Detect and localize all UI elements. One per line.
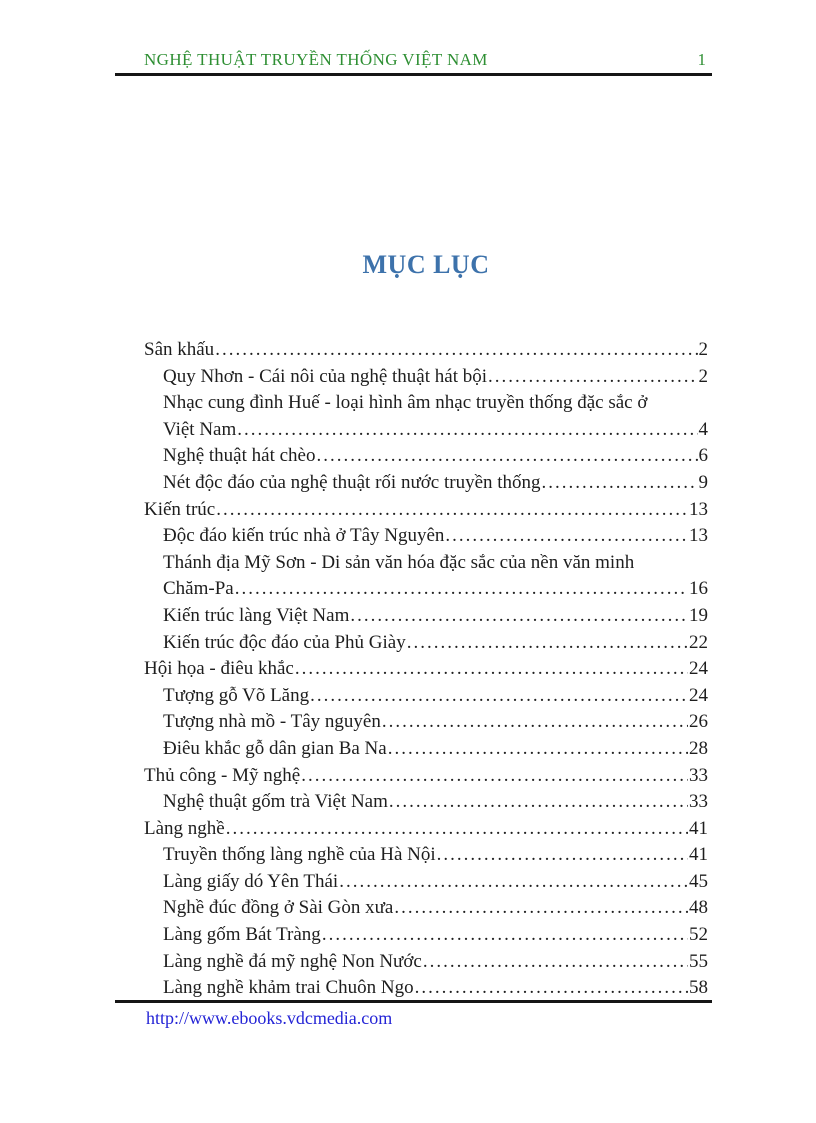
header-title: NGHỆ THUẬT TRUYỀN THỐNG VIỆT NAM xyxy=(144,50,488,69)
toc-entry-line xyxy=(144,337,708,364)
toc-entry-text: Tượng nhà mồ - Tây nguyên xyxy=(163,711,381,733)
toc-entry-text: Kiến trúc xyxy=(144,498,216,520)
toc-dot-leader xyxy=(445,523,688,550)
toc-dot-leader xyxy=(237,417,697,444)
toc-entry-line xyxy=(163,576,708,603)
toc-dot-leader xyxy=(542,470,698,497)
toc-entry-line xyxy=(163,630,708,657)
toc-entry-text: Làng gốm Bát Tràng xyxy=(163,924,321,946)
toc-entry-line xyxy=(163,949,708,976)
toc-entry xyxy=(144,709,708,736)
toc-page-number: 16 xyxy=(689,578,708,600)
toc-entry xyxy=(144,550,708,603)
toc-page-number: 24 xyxy=(689,658,708,680)
toc-page-number: 2 xyxy=(698,339,708,360)
toc-entry-text: Làng giấy dó Yên Thái xyxy=(163,870,339,892)
toc-entry-line xyxy=(163,523,708,550)
toc-page-number: 41 xyxy=(689,817,708,839)
toc-entry-line xyxy=(163,922,708,949)
toc-dot-leader xyxy=(301,763,688,790)
toc-entry-line xyxy=(163,869,708,896)
toc-page-number: 41 xyxy=(689,844,708,866)
toc-entry-line xyxy=(163,417,708,444)
toc-entry-text: Nghề đúc đồng ở Sài Gòn xưa xyxy=(163,897,394,919)
toc-dot-leader xyxy=(407,630,688,657)
toc-entry xyxy=(144,949,708,976)
toc-entry-text: Chăm-Pa xyxy=(163,578,234,600)
toc-entry xyxy=(144,337,708,364)
toc-page-number: 4 xyxy=(698,418,708,440)
toc-entry-line xyxy=(144,656,708,683)
toc-entry xyxy=(144,683,708,710)
toc-entry-text: Việt Nam xyxy=(163,418,237,440)
toc-entry-line xyxy=(163,736,708,763)
toc-dot-leader xyxy=(488,364,697,391)
toc-dot-leader xyxy=(350,603,688,630)
toc-entry xyxy=(144,390,708,443)
toc-entry-line xyxy=(163,603,708,630)
toc-entry-line xyxy=(163,895,708,922)
toc-dot-leader xyxy=(310,683,688,710)
toc-dot-leader xyxy=(388,736,688,763)
toc-entry-line xyxy=(163,443,708,470)
toc-dot-leader xyxy=(226,816,688,843)
toc-page-number: 13 xyxy=(689,525,708,547)
toc-page-number: 33 xyxy=(689,791,708,813)
toc-dot-leader xyxy=(423,949,688,976)
toc-entry-text: Tượng gỗ Võ Lăng xyxy=(163,684,310,706)
toc-entry-line xyxy=(163,470,708,497)
toc-entry-text: Quy Nhơn - Cái nôi của nghệ thuật hát bội xyxy=(163,365,488,387)
toc-page-number: 19 xyxy=(689,604,708,626)
toc-page-number: 52 xyxy=(689,924,708,946)
toc-entry xyxy=(144,443,708,470)
footer-rule xyxy=(115,1000,712,1003)
toc-dot-leader xyxy=(295,656,688,683)
header-rule xyxy=(115,73,712,76)
toc-page-number: 45 xyxy=(689,870,708,892)
toc-entry-text: Nghệ thuật hát chèo xyxy=(163,445,316,467)
toc-entry-text: Làng nghề xyxy=(144,817,225,839)
toc-entry-text: Thủ công - Mỹ nghệ xyxy=(144,764,301,786)
toc-entry-line xyxy=(144,497,708,524)
toc-page-number: 48 xyxy=(689,897,708,919)
toc-page-number: 58 xyxy=(689,977,708,999)
toc-entry-text-line1: Nhạc cung đình Huế - loại hình âm nhạc truyền thống đặc sắc ở xyxy=(163,392,648,414)
toc-entry xyxy=(144,630,708,657)
toc-page-number: 28 xyxy=(689,737,708,759)
toc-page-number: 55 xyxy=(689,950,708,972)
toc-dot-leader xyxy=(339,869,688,896)
toc-entry-text: Sân khấu xyxy=(144,339,215,360)
toc-page-number: 26 xyxy=(689,711,708,733)
toc-entry xyxy=(144,736,708,763)
toc-entry xyxy=(144,523,708,550)
toc-entry-line xyxy=(163,789,708,816)
toc-entry-line xyxy=(163,683,708,710)
toc-entry xyxy=(144,842,708,869)
table-of-contents xyxy=(144,337,708,1002)
toc-entry-line xyxy=(163,709,708,736)
toc-dot-leader xyxy=(235,576,688,603)
toc-dot-leader xyxy=(322,922,688,949)
toc-entry-text: Làng nghề đá mỹ nghệ Non Nước xyxy=(163,950,422,972)
toc-entry-text: Nét độc đáo của nghệ thuật rối nước truyền thống xyxy=(163,471,541,493)
toc-entry xyxy=(144,656,708,683)
page-title: MỤC LỤC xyxy=(362,250,490,279)
toc-entry-text: Kiến trúc độc đáo của Phủ Giày xyxy=(163,631,406,653)
header-page-number: 1 xyxy=(697,50,706,69)
toc-dot-leader xyxy=(216,497,688,524)
toc-dot-leader xyxy=(415,975,688,1002)
toc-entry xyxy=(144,789,708,816)
toc-entry-text: Nghệ thuật gốm trà Việt Nam xyxy=(163,791,388,813)
toc-entry-line xyxy=(163,364,708,391)
toc-entry xyxy=(144,763,708,790)
toc-entry-line xyxy=(163,975,708,1002)
toc-dot-leader xyxy=(316,443,697,470)
toc-entry-line xyxy=(144,816,708,843)
toc-entry-text: Hội họa - điêu khắc xyxy=(144,658,294,680)
toc-dot-leader xyxy=(394,895,688,922)
toc-entry-text: Điêu khắc gỗ dân gian Ba Na xyxy=(163,737,387,759)
toc-entry xyxy=(144,922,708,949)
toc-entry xyxy=(144,603,708,630)
toc-page-number: 22 xyxy=(689,631,708,653)
toc-dot-leader xyxy=(389,789,688,816)
toc-page-number: 6 xyxy=(698,445,708,467)
toc-entry xyxy=(144,895,708,922)
toc-entry xyxy=(144,869,708,896)
toc-entry-text-line1: Thánh địa Mỹ Sơn - Di sản văn hóa đặc sắc của nền văn minh xyxy=(163,551,635,573)
toc-page-number: 33 xyxy=(689,764,708,786)
toc-page-number: 9 xyxy=(698,471,708,493)
toc-page-number: 2 xyxy=(698,365,708,387)
toc-entry xyxy=(144,497,708,524)
toc-entry-line xyxy=(144,763,708,790)
toc-entry-text: Độc đáo kiến trúc nhà ở Tây Nguyên xyxy=(163,525,445,547)
toc-dot-leader xyxy=(382,709,688,736)
toc-entry-text: Truyền thống làng nghề của Hà Nội xyxy=(163,844,436,866)
toc-entry xyxy=(144,816,708,843)
toc-dot-leader xyxy=(215,337,697,364)
toc-page-number: 24 xyxy=(689,684,708,706)
toc-entry-line xyxy=(163,842,708,869)
footer-url-link[interactable]: http://www.ebooks.vdcmedia.com xyxy=(146,1008,393,1028)
toc-entry xyxy=(144,975,708,1002)
toc-entry xyxy=(144,470,708,497)
toc-page-number: 13 xyxy=(689,498,708,520)
toc-entry-text: Kiến trúc làng Việt Nam xyxy=(163,604,350,626)
toc-entry-text: Làng nghề khảm trai Chuôn Ngo xyxy=(163,977,414,999)
toc-dot-leader xyxy=(437,842,688,869)
toc-entry xyxy=(144,364,708,391)
